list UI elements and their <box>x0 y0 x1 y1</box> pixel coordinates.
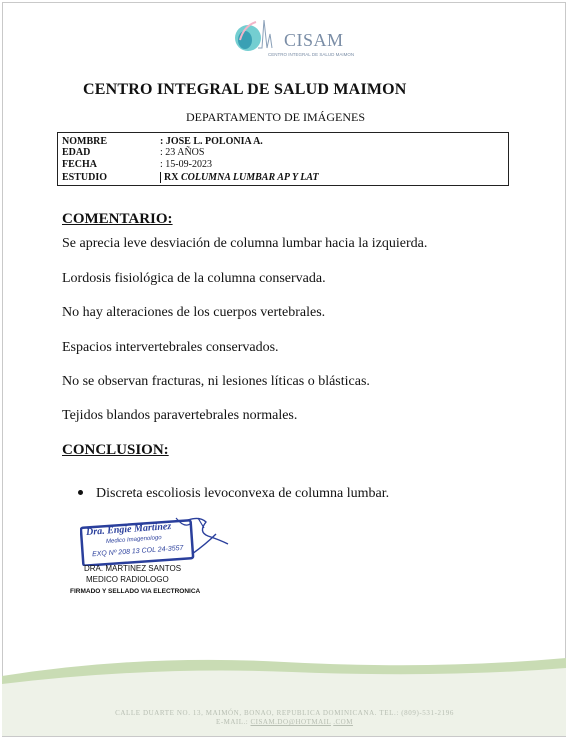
info-label: FECHA <box>62 159 97 170</box>
info-label: ESTUDIO <box>62 172 108 183</box>
footer-email-line <box>0 718 569 726</box>
cisam-logo <box>232 14 355 58</box>
info-row-fecha <box>62 159 212 170</box>
center-title: CENTRO INTEGRAL DE SALUD MAIMON <box>83 81 407 98</box>
comment-heading: COMENTARIO: <box>62 211 173 227</box>
comment-paragraph: No se observan fracturas, ni lesiones líticas o blásticas. <box>62 374 370 389</box>
stamp-license: EXQ Nº 208 13 COL 24-3557 <box>91 544 184 559</box>
info-row-estudio <box>62 172 319 183</box>
info-row-edad <box>62 147 204 158</box>
patient-info-box <box>57 132 509 186</box>
info-row-nombre <box>62 136 263 147</box>
comment-paragraph: Lordosis fisiológica de la columna conservada. <box>62 271 326 286</box>
footer-email-label: E-MAIL.: <box>216 718 249 726</box>
study-name: COLUMNA LUMBAR AP Y LAT <box>180 172 319 183</box>
comment-paragraph: Espacios intervertebrales conservados. <box>62 340 279 355</box>
footer-email-link[interactable]: CISAM.DO@HOTMAIL <box>250 718 331 726</box>
logo-brand: CISAM <box>284 30 344 50</box>
info-value <box>160 172 319 183</box>
info-value: : 23 AÑOS <box>160 147 205 158</box>
doctor-name: DRA. MARTINEZ SANTOS <box>84 564 182 573</box>
stamp-name: Dra. Engie Martinez <box>85 521 172 538</box>
footer-address: CALLE DUARTE NO. 13, MAIMÓN, BONAO, REPUBLICA DOMINICANA. TEL.: (809)-531-2196 <box>115 709 454 717</box>
stamp-title: Medico Imagenologo <box>105 535 162 545</box>
info-value: : 15-09-2023 <box>160 159 212 170</box>
info-label: EDAD <box>62 147 91 158</box>
footer-email-suffix: .COM <box>333 718 353 726</box>
bullet-icon <box>78 490 83 495</box>
logo-subtitle: CENTRO INTEGRAL DE SALUD MAIMON <box>268 52 355 57</box>
info-value: : JOSE L. POLONIA A. <box>160 136 263 147</box>
signed-note: FIRMADO Y SELLADO VIA ELECTRONICA <box>70 588 201 595</box>
comment-paragraph: No hay alteraciones de los cuerpos vertebrales. <box>62 305 326 320</box>
conclusion-item: Discreta escoliosis levoconvexa de columna lumbar. <box>96 486 390 501</box>
doctor-role: MEDICO RADIOLOGO <box>86 575 169 584</box>
department-title: DEPARTAMENTO DE IMÁGENES <box>186 110 365 124</box>
study-prefix: RX <box>160 172 178 183</box>
info-label: NOMBRE <box>62 136 107 147</box>
conclusion-heading: CONCLUSION: <box>62 442 169 458</box>
comment-paragraph: Tejidos blandos paravertebrales normales. <box>62 408 298 423</box>
comment-paragraph: Se aprecia leve desviación de columna lumbar hacia la izquierda. <box>62 236 428 251</box>
